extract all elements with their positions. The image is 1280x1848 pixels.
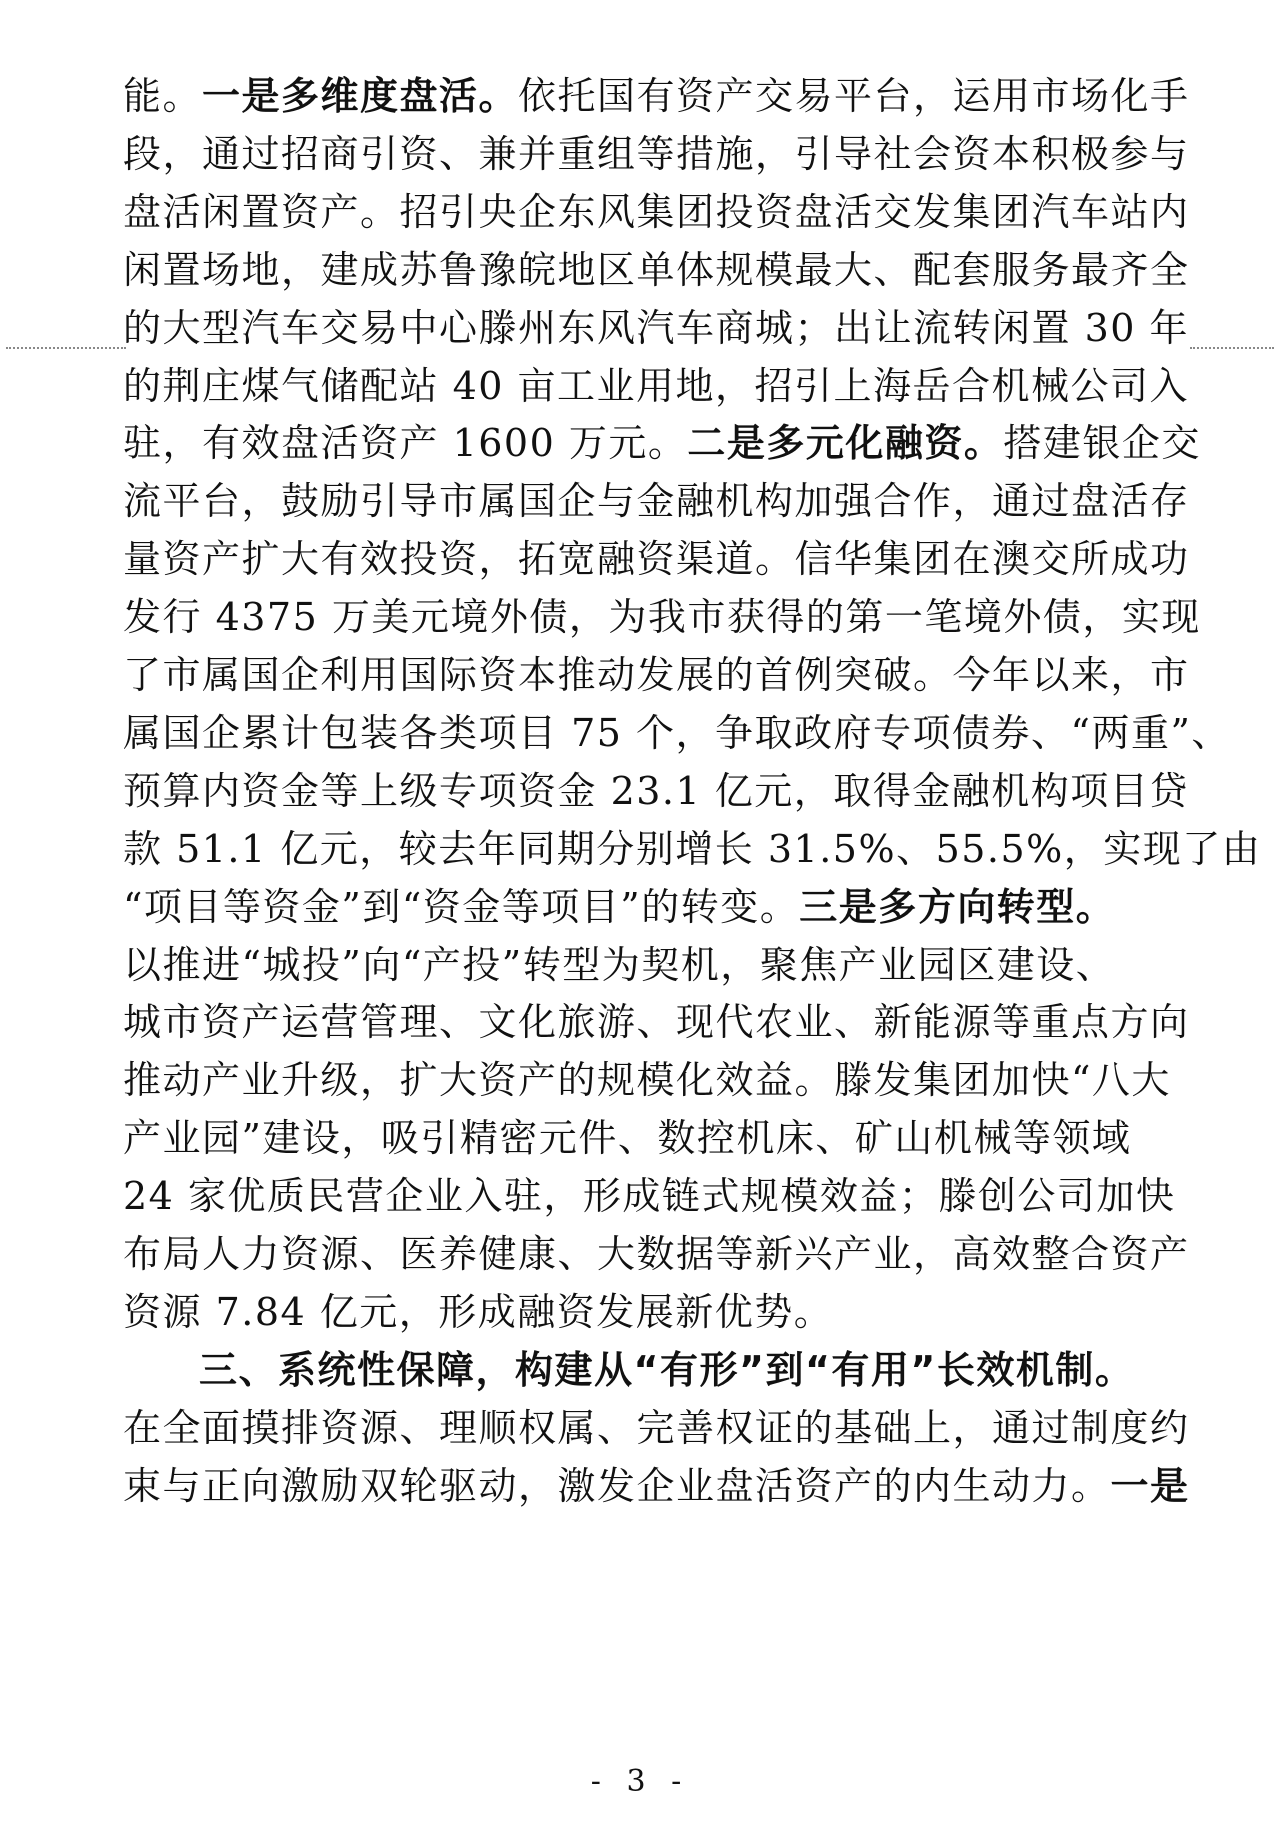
text-line [123, 298, 1190, 358]
text-line [123, 935, 1168, 995]
body-text: 搭建银企交 [1003, 421, 1201, 465]
scan-margin-mark [6, 347, 126, 351]
body-text: “项目等资金”到“资金等项目”的转变。 [123, 885, 800, 929]
body-text: 产业园”建设，吸引精密元件、数控机床、矿山机械等领域 [123, 1116, 1132, 1160]
body-text: 能。 [123, 74, 203, 118]
text-line [123, 587, 1201, 647]
text-line [123, 1456, 1190, 1516]
text-line [123, 240, 1190, 300]
text-line [123, 529, 1190, 589]
body-text: 流平台，鼓励引导市属国企与金融机构加强合作，通过盘活存 [123, 479, 1190, 523]
body-text: 了市属国企利用国际资本推动发展的首例突破。今年以来，市 [123, 653, 1190, 697]
text-line [123, 356, 1190, 416]
body-text: 闲置场地，建成苏鲁豫皖地区单体规模最大、配套服务最齐全 [123, 248, 1190, 292]
text-line [123, 1166, 1176, 1226]
body-text: 预算内资金等上级专项资金 23.1 亿元，取得金融机构项目贷 [123, 769, 1189, 813]
body-text: 在全面摸排资源、理顺权属、完善权证的基础上，通过制度约 [123, 1406, 1190, 1450]
text-line [123, 645, 1190, 705]
body-text: 24 家优质民营企业入驻，形成链式规模效益；滕创公司加快 [123, 1174, 1176, 1218]
bold-heading-text: 三是多方向转型。 [799, 885, 1116, 929]
body-text: 布局人力资源、医养健康、大数据等新兴产业，高效整合资产 [123, 1232, 1190, 1276]
text-line [123, 182, 1190, 242]
scan-margin-mark [1190, 347, 1274, 351]
text-line [123, 1398, 1190, 1458]
text-line [123, 413, 1201, 473]
text-line [123, 1108, 1168, 1168]
body-text: 款 51.1 亿元，较去年同期分别增长 31.5%、55.5%，实现了由 [123, 827, 1262, 871]
text-line [123, 1282, 1168, 1342]
body-text: 以推进“城投”向“产投”转型为契机，聚焦产业园区建设、 [123, 943, 1116, 987]
body-text: 的大型汽车交易中心滕州东风汽车商城；出让流转闲置 30 年 [123, 306, 1190, 350]
bold-heading-text: 二是多元化融资。 [687, 421, 1004, 465]
text-line [123, 1050, 1171, 1110]
body-text: 的荆庄煤气储配站 40 亩工业用地，招引上海岳合机械公司入 [123, 364, 1190, 408]
bold-heading-text: 一是多维度盘活。 [202, 74, 519, 118]
text-line [123, 703, 1231, 763]
body-text: 推动产业升级，扩大资产的规模化效益。滕发集团加快“八大 [123, 1058, 1171, 1102]
page-number: - 3 - [590, 1764, 690, 1799]
text-line [123, 992, 1190, 1052]
body-text: 束与正向激励双轮驱动，激发企业盘活资产的内生动力。 [123, 1464, 1111, 1508]
bold-heading-text: 三、系统性保障，构建从“有形”到“有用”长效机制。 [199, 1348, 1135, 1392]
bold-heading-text: 一是 [1110, 1464, 1190, 1508]
text-line [123, 124, 1190, 184]
text-line [123, 471, 1190, 531]
text-line [123, 761, 1189, 821]
body-text: 盘活闲置资产。招引央企东风集团投资盘活交发集团汽车站内 [123, 190, 1190, 234]
body-text: 段，通过招商引资、兼并重组等措施，引导社会资本积极参与 [123, 132, 1190, 176]
text-line [123, 1340, 1168, 1400]
text-line [123, 819, 1262, 879]
text-line [123, 1224, 1190, 1284]
body-text: 驻，有效盘活资产 1600 万元。 [123, 421, 688, 465]
body-text: 依托国有资产交易平台，运用市场化手 [518, 74, 1190, 118]
body-text: 城市资产运营管理、文化旅游、现代农业、新能源等重点方向 [123, 1000, 1190, 1044]
body-text: 量资产扩大有效投资，拓宽融资渠道。信华集团在澳交所成功 [123, 537, 1190, 581]
body-text: 属国企累计包装各类项目 75 个，争取政府专项债券、“两重”、 [123, 711, 1231, 755]
body-text: 资源 7.84 亿元，形成融资发展新优势。 [123, 1290, 834, 1334]
text-line [123, 877, 1168, 937]
text-line [123, 66, 1190, 126]
body-text: 发行 4375 万美元境外债，为我市获得的第一笔境外债，实现 [123, 595, 1201, 639]
